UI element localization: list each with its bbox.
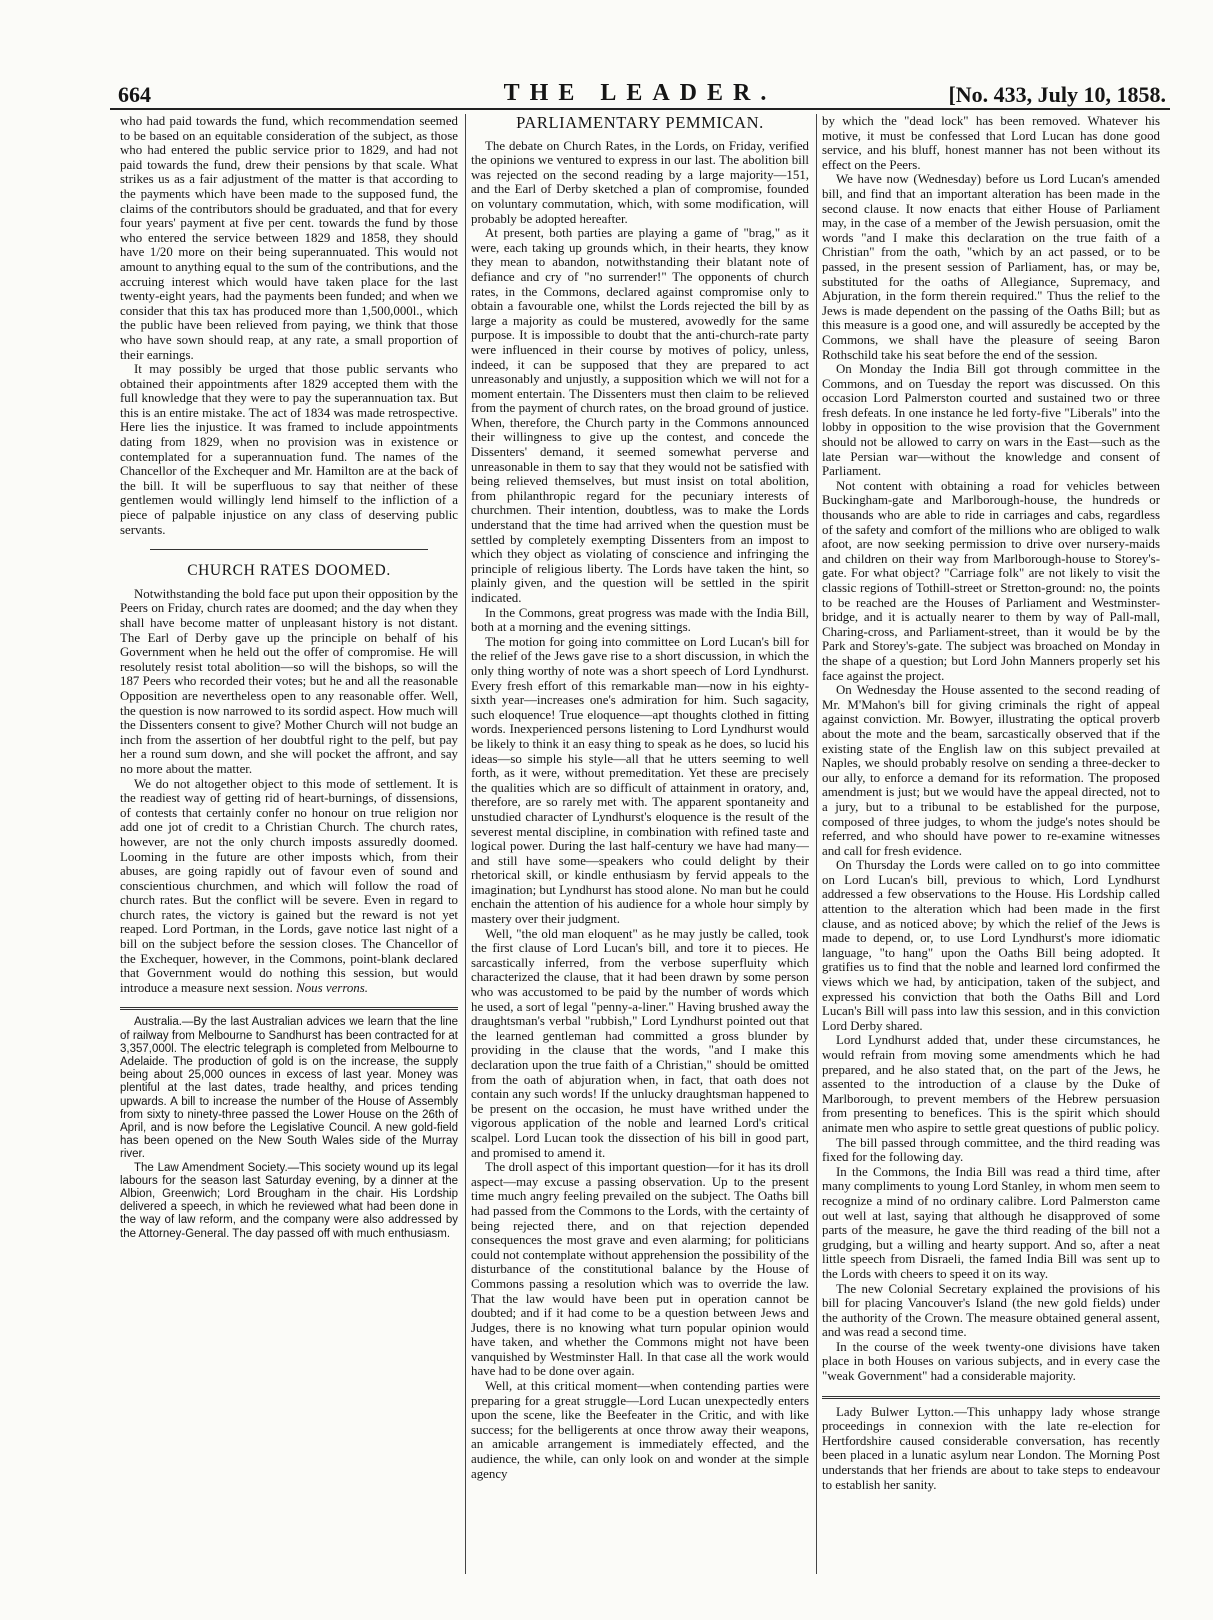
paragraph: At present, both parties are playing a game of "brag," as it were, each taking up grounds which, in their hearts, they know they mean to abandon, notwithstanding their blatant note of defiance and cry of "no surrender!" The opponents of church rates, in the Commons, declared against compromise only to obtain a favourable one, whilst the Lords rejected the bill by as large a majority as could be mustered, avowedly for the same purpose. It is impossible to doubt that the anti-church-rate party were influenced in their course by motives of policy, unless, indeed, it can be supposed that they are prepared to act unreasonably and unjustly, a supposition which we will not for a moment entertain. The Dissenters must then claim to be relieved from the payment of church rates, on the broad ground of justice. When, therefore, the Church party in the Commons announced their willingness to give up the contest, and concede the Dissenters' demand, it seemed somewhat perverse and unreasonable in them to say that they would not be satisfied with being relieved themselves, but must insist on total abolition, from philanthropic regard for the pecuniary interests of churchmen. Their intention, doubtless, was to make the Lords understand that the time had arrived when the question must be settled by completely exempting Dissenters from an impost to which they object as violating of conscience and infringing the principle of religious liberty. The Lords have taken the hint, so plainly given, and the question will be settled in the spirit indicated.	[471, 226, 809, 605]
closing-phrase: Nous verrons.	[296, 980, 368, 995]
paragraph: Lord Lyndhurst added that, under these circumstances, he would refrain from moving some amendments which he had prepared, and he also stated that, on the part of the Jews, he assented to the introduction of a clause by the Duke of Marlborough, to prevent members of the Hebrew persuasion from presenting to benefices. This is the spirit which should animate men who aspire to settle great questions of public policy.	[822, 1033, 1160, 1135]
page-number: 664	[118, 82, 151, 107]
paragraph: In the Commons, the India Bill was read a third time, after many compliments to young Lord Stanley, in whom men seem to recognize a mind of no ordinary calibre. Lord Palmerston came out well at last, saying that although he disapproved of some parts of the measure, he gave the third reading of the bill not a grudging, but a willing and hearty support. And so, after a neat little speech from Disraeli, the famed India Bill was sent up to the Lords with cheers to speed it on its way.	[822, 1164, 1160, 1281]
newspaper-page	[110, 78, 1170, 1588]
news-item: Lady Bulwer Lytton.—This unhappy lady whose strange proceedings in connexion with the late re-election for Hertfordshire caused considerable conversation, has recently been placed in a lunatic asylum near London. The Morning Post understands that her friends are about to take steps to endeavour to establish her sanity.	[822, 1404, 1160, 1492]
issue-date: [No. 433, July 10, 1858.	[948, 82, 1166, 107]
article-heading: CHURCH RATES DOOMED.	[187, 562, 391, 580]
paragraph: who had paid towards the fund, which recommendation seemed to be based on an equitable consideration of the subject, as those who had entered the public service prior to 1829, and had not paid towards the fund, drew their pensions by that scale. What strikes us as a fair adjustment of the matter is that according to the payments which have been made to the supposed fund, the claims of the contributors should be graduated, and that for every four years' payment at five per cent. towards the fund by those who entered the service between 1829 and 1858, they should have 1/20 more on their being superannuated. This would not amount to anything equal to the sum of the contributions, and the accruing interest which would have taken place for the last twenty-eight years, had the payments been funded; and when we consider that this tax has produced more than 1,500,000l., which the public have been relieved from paying, we think that those who have sown should reap, at any rate, a small proportion of their earnings.	[120, 114, 458, 362]
paragraph-text: We do not altogether object to this mode of settlement. It is the readiest way of getting rid of heart-burnings, of dissensions, of contests that certainly confer no honour on true religion nor add one jot of credit to a Christian Church. The church rates, however, are not the only church imposts assuredly doomed. Looming in the future are other imposts which, from their abuses, are going rapidly out of favour even of sound and conscientious churchmen, and which will follow the road of church rates. But the conflict will be severe. Even in regard to church rates, the victory is gained but the reward is not yet reaped. Lord Portman, in the Lords, gave notice last night of a bill on the subject before the session closes. The Chancellor of the Exchequer, however, in the Commons, point-blank declared that Government would do nothing this session, but would introduce a measure next session.	[120, 776, 458, 995]
column-right	[822, 114, 1160, 1584]
paragraph: On Monday the India Bill got through committee in the Commons, and on Tuesday the report was discussed. On this occasion Lord Palmerston courted and sustained two or three fresh defeats. In one instance he led forty-five "Liberals" into the lobby in opposition to the wise provision that the Government should not be allowed to carry on wars in the East—such as the late Persian war—without the knowledge and consent of Parliament.	[822, 362, 1160, 479]
paragraph: It may possibly be urged that those public servants who obtained their appointments after 1829 accepted them with the full knowledge that they were to pay the superannuation tax. But this is an entire mistake. The act of 1834 was made retrospective. Here lies the injustice. It was framed to include appointments dating from 1829, when no provision was in existence or contemplated for a superannuation fund. The names of the Chancellor of the Exchequer and Mr. Hamilton are at the back of the bill. It will be superfluous to say that neither of these gentlemen would willingly lend himself to the infliction of a piece of palpable injustice on any class of deserving public servants.	[120, 362, 458, 537]
paragraph: The debate on Church Rates, in the Lords, on Friday, verified the opinions we ventured to express in our last. The abolition bill was rejected on the second reading by a large majority—151, and the Earl of Derby sketched a plan of compromise, founded on voluntary commutation, which, with some modification, will probably be adopted hereafter.	[471, 138, 809, 226]
paragraph: In the course of the week twenty-one divisions have taken place in both Houses on various subjects, and in every case the "weak Government" had a considerable majority.	[822, 1339, 1160, 1384]
news-item: Australia.—By the last Australian advices we learn that the line of railway from Melbourne to Sandhurst has been contracted for at 3,357,000l. The electric telegraph is completed from Melbourne to Adelaide. The production of gold is on the increase, the supply being about 25,000 ounces in excess of last year. Money was plentiful at the last dates, trade healthy, and prices tending upwards. A bill to increase the number of the House of Assembly from sixty to ninety-three passed the Lower House on the 26th of April, and is now before the Legislative Council. A new gold-field has been opened on the New South Wales side of the Murray river.	[120, 1016, 458, 1161]
article-heading: PARLIAMENTARY PEMMICAN.	[516, 114, 764, 132]
paragraph: We have now (Wednesday) before us Lord Lucan's amended bill, and find that an important alteration has been made in the second clause. It now enacts that either House of Parliament may, in the case of a member of the Jewish persuasion, omit the words "and I make this declaration on the true faith of a Christian" from the oath, "which by an act passed, or to be passed, in the present session of Parliament, has, or may be, substituted for the oaths of Allegiance, Supremacy, and Abjuration, in the form therein required." Thus the relief to the Jews is made dependent on the passing of the Oaths Bill; but as this measure is a good one, and will assuredly be accepted by the Commons, we shall have the pleasure of seeing Baron Rothschild take his seat before the end of the session.	[822, 172, 1160, 362]
column-middle	[471, 114, 809, 1584]
double-divider	[120, 1007, 458, 1010]
paragraph: In the Commons, great progress was made with the India Bill, both at a morning and the evening sittings.	[471, 605, 809, 635]
paragraph: by which the "dead lock" has been removed. Whatever his motive, it must be confessed that Lord Lucan has done good service, and his bluff, honest manner has not been without its effect on the Peers.	[822, 114, 1160, 172]
paragraph: The motion for going into committee on Lord Lucan's bill for the relief of the Jews gave rise to a short discussion, in which the only thing worthy of note was a short speech of Lord Lyndhurst. Every fresh effort of this remarkable man—now in his eighty-sixth year—increases one's admiration for him. Such sagacity, such eloquence! True eloquence—apt thoughts clothed in fitting words. Inexperienced persons listening to Lord Lyndhurst would be likely to think it an easy thing to speak as he does, so lucid his ideas—so simple his style—all that he utters seeming to well forth, as it were, without premeditation. Yet these are precisely the qualities which are so difficult of attainment in oratory, and, therefore, are so rarely met with. The apparent spontaneity and unstudied character of Lyndhurst's eloquence is the result of the severest mental discipline, in combination with refined taste and logical power. During the last half-century we have had many—and still have some—speakers who could delight by their rhetorical skill, or kindle enthusiasm by fervid appeals to the imagination; but Lyndhurst has stood alone. No man but he could enchain the attention of his audience for a whole hour simply by mastery over their judgment.	[471, 634, 809, 927]
paragraph: Not content with obtaining a road for vehicles between Buckingham-gate and Marlborough-house, the hundreds or thousands who are able to ride in carriages and cabs, regardless of the safety and comfort of the millions who are obliged to walk afoot, are now seeking permission to drive over nursery-maids and children on their way from Marlborough-house to Storey's-gate. For what object? "Carriage folk" are not likely to visit the classic regions of Tothill-street or Stretton-ground: no, the points to be reached are the Houses of Parliament and Westminster-bridge, and it is actually nearer to them by way of Pall-mall, Charing-cross, and Parliament-street, than it would be by the Park and Storey's-gate. The subject was broached on Monday in the shape of a question; but Lord John Manners properly set his face against the project.	[822, 478, 1160, 683]
paragraph: Well, at this critical moment—when contending parties were preparing for a great struggle—Lord Lucan unexpectedly enters upon the scene, like the Beefeater in the Critic, and with like success; for the belligerents at once throw away their weapons, an amicable arrangement is immediately effected, and the audience, the while, can only look on and wonder at the simple agency	[471, 1379, 809, 1481]
paragraph: Notwithstanding the bold face put upon their opposition by the Peers on Friday, church rates are doomed; and the day when they shall have become matter of unpleasant history is not distant. The Earl of Derby gave up the principle on behalf of his Government when he held out the offer of compromise. He will resolutely resist total abolition—so will the bishops, so will the 187 Peers who recorded their votes; but he and all the reasonable Opposition are nevertheless open to any reasonable offer. Well, the question is now narrowed to its sordid aspect. How much will the Dissenters consent to give? Mother Church will not budge an inch from the assertion of her doubtful right to the pelf, but pay her a round sum down, and she will pocket the affront, and say no more about the matter.	[120, 586, 458, 776]
masthead	[110, 78, 1170, 110]
paragraph: The droll aspect of this important question—for it has its droll aspect—may excuse a passing observation. Up to the present time much angry feeling prevailed on the subject. The Oaths bill had passed from the Commons to the Lords, with the certainty of being rejected there, and on that rejection depended consequences the most grave and even alarming; for politicians could not contemplate without apprehension the possibility of the disturbance of the constitutional balance by the House of Commons passing a resolution which was to override the law. That the law would have been put in operation cannot be doubted; and if it had come to be a question between Jews and Judges, there is no knowing what turn popular opinion would have taken, and whether the Commons might not have been vanquished by Westminster Hall. In that case all the work would have had to be done over again.	[471, 1160, 809, 1379]
double-divider	[822, 1396, 1160, 1399]
columns	[110, 114, 1170, 1584]
paragraph: Well, "the old man eloquent" as he may justly be called, took the first clause of Lord Lucan's bill, and tore it to pieces. He sarcastically inferred, from the verbose superfluity which characterized the clause, that it had been drawn by some person who was accustomed to be paid by the number of words which he used, a sort of legal "penny-a-liner." Having brushed away the draughtsman's verbal "rubbish," Lord Lyndhurst pointed out that the learned gentleman had committed a gross blunder by providing in the clause that the words, "and I make this declaration upon the true faith of a Christian," should be omitted from the oath of abjuration when, in fact, that oath does not contain any such words! If the unlucky draughtsman happened to be present on the occasion, he must have writhed under the vigorous application of the noble and learned Lord's critical scalpel. Lord Lucan took the dissection of his bill in good part, and promised to amend it.	[471, 926, 809, 1160]
paragraph: The bill passed through committee, and the third reading was fixed for the following day.	[822, 1135, 1160, 1165]
column-left	[120, 114, 458, 1584]
news-item: The Law Amendment Society.—This society wound up its legal labours for the season last Saturday evening, by a dinner at the Albion, Greenwich; Lord Brougham in the chair. His Lordship delivered a speech, in which he reviewed what had been done in the way of law reform, and the company were also addressed by the Attorney-General. The day passed off with much enthusiasm.	[120, 1161, 458, 1240]
paragraph: On Thursday the Lords were called on to go into committee on Lord Lucan's bill, previous to which, Lord Lyndhurst addressed a few observations to the House. His Lordship called attention to the alteration which had been made in the first clause, and as noticed above; by which the relief of the Jews is made to depend, or, to use Lord Lyndhurst's more idiomatic language, "to hang" upon the Oaths Bill being adopted. It gratifies us to find that the noble and learned lord confirmed the views which we had, by anticipation, taken of the subject, and expressed his conviction that both the Oaths Bill and Lord Lucan's Bill will pass into law this session, and in this conviction Lord Derby shared.	[822, 858, 1160, 1033]
divider	[150, 549, 428, 550]
newspaper-title: THE LEADER.	[503, 80, 777, 106]
paragraph	[120, 777, 458, 996]
paragraph: The new Colonial Secretary explained the provisions of his bill for placing Vancouver's Island (the new gold fields) under the authority of the Crown. The measure obtained general assent, and was read a second time.	[822, 1281, 1160, 1340]
paragraph: On Wednesday the House assented to the second reading of Mr. M'Mahon's bill for giving criminals the right of appeal against conviction. Mr. Bowyer, illustrating the optical proverb about the mote and the beam, sarcastically observed that if the existing state of the English law on this subject prevailed at Naples, we should probably resolve on sending a three-decker to our ally, to enforce a demand for its reformation. The proposed amendment is just; but we would have the appeal directed, not to a jury, but to a tribunal to be established for the purpose, composed of three judges, to whom the judge's notes should be referred, and who should have power to re-examine witnesses and call for fresh evidence.	[822, 683, 1160, 858]
